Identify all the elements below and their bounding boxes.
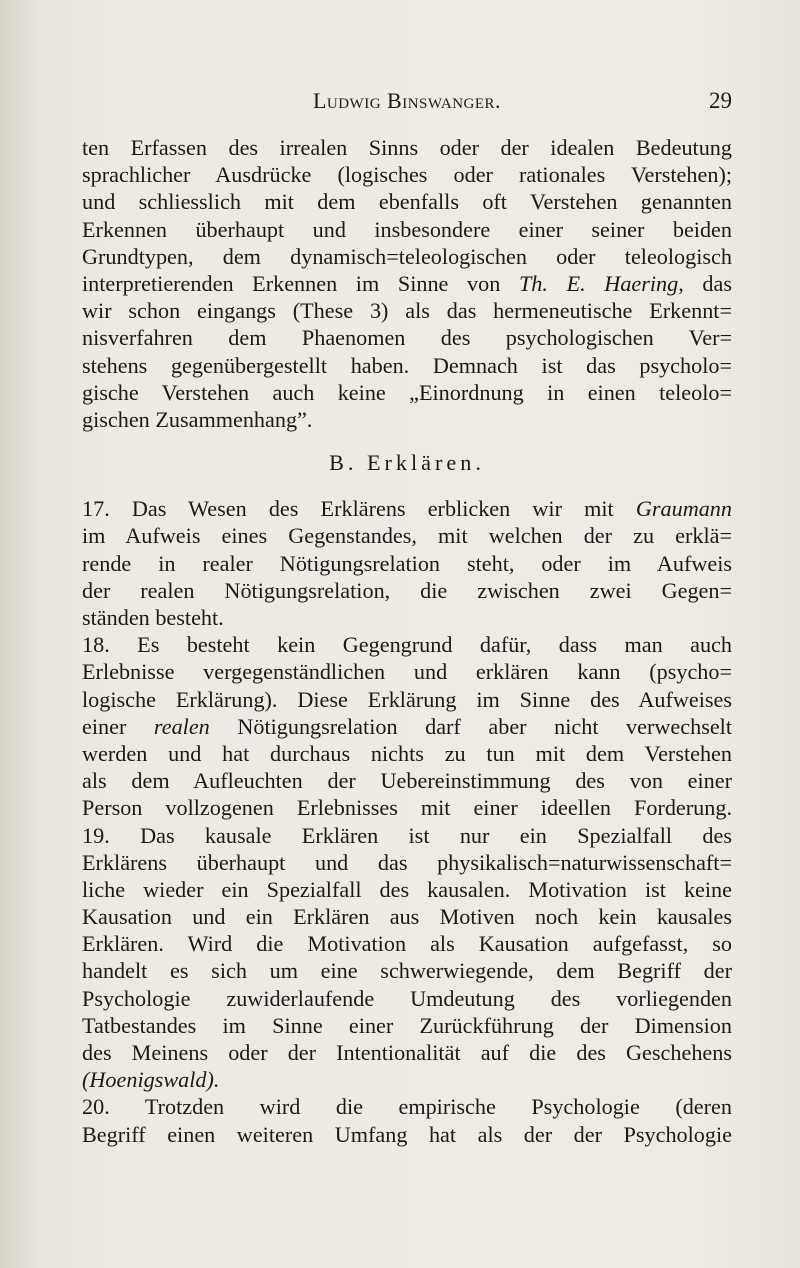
text-line [82, 270, 732, 297]
text-line: rende in realer Nötigungsrelation steht, oder im Aufweis [82, 550, 732, 576]
text-line: im Aufweis eines Gegenstandes, mit welchen der zu erklä= [82, 523, 732, 549]
section-heading: B. Erklären. [329, 450, 485, 476]
text-line: handelt es sich um eine schwerwiegende, dem Begriff der [82, 958, 732, 984]
text-line: als dem Aufleuchten der Uebereinstimmung des von einer [82, 768, 732, 794]
text-line: ten Erfassen des irrealen Sinns oder der idealen Bedeutung [82, 135, 732, 160]
text-line: Kausation und ein Erklären aus Motiven noch kein kausales [82, 904, 732, 930]
text-line: des Meinens oder der Intentionalität auf die des Geschehens [82, 1040, 732, 1065]
text-line: Erkennen überhaupt und insbesondere einer seiner beiden [82, 216, 732, 242]
text-run: interpretierenden Erkennen im Sinne von [82, 270, 519, 296]
cited-author-graumann: Graumann [635, 496, 732, 522]
text-line [82, 1066, 732, 1093]
text-line: ständen besteht. [82, 605, 224, 630]
text-line: 20. Trotzden wird die empirische Psychologie (deren [82, 1094, 732, 1120]
text-run: Nötigungsrelation darf aber nicht verwechselt [209, 713, 733, 739]
text-line: sprachlicher Ausdrücke (logisches oder rationales Verstehen); [82, 162, 732, 188]
text-line: gischen Zusammenhang”. [82, 406, 313, 432]
text-line: gische Verstehen auch keine „Einordnung in einen teleolo= [82, 379, 732, 405]
text-line: liche wieder ein Spezialfall des kausalen. Motivation ist keine [82, 876, 732, 902]
text-line: werden und hat durchaus nichts zu tun mit dem Verstehen [82, 740, 732, 766]
text-line: Erlebnisse vergegenständlichen und erklären kann (psycho= [82, 659, 732, 685]
running-head: Ludwig Binswanger. [312, 88, 502, 113]
text-line: Grundtypen, dem dynamisch=teleologischen oder teleologisch [82, 243, 732, 269]
text-line [82, 713, 732, 740]
text-line: Erklärens überhaupt und das physikalisch=naturwissenschaft= [82, 849, 732, 875]
text-line: Tatbestandes im Sinne einer Zurückführung der Dimension [82, 1012, 732, 1038]
text-line: wir schon eingangs (These 3) als das hermeneutische Erkennt= [82, 298, 732, 324]
text-line: logische Erklärung). Diese Erklärung im Sinne des Aufweises [82, 686, 732, 712]
text-line: Erklären. Wird die Motivation als Kausation aufgefasst, so [82, 931, 732, 957]
text-run: 17. Das Wesen des Erklärens erblicken wir mit [82, 496, 636, 522]
text-line: Psychologie zuwiderlaufende Umdeutung des vorliegenden [82, 985, 732, 1011]
text-run: das [683, 270, 733, 296]
emphasis-realen: realen [153, 713, 210, 739]
cited-author-haering: Th. E. Haering, [518, 270, 684, 296]
page-number: 29 [709, 88, 732, 113]
text-line: nisverfahren dem Phaenomen des psychologischen Ver= [82, 325, 732, 351]
text-line [82, 495, 732, 522]
text-run: einer [82, 713, 154, 739]
text-line: Begriff einen weiteren Umfang hat als der der Psychologie [82, 1121, 732, 1147]
cited-author-hoenigswald: (Hoenigswald). [82, 1067, 220, 1093]
text-line: stehens gegenübergestellt haben. Demnach ist das psycholo= [82, 352, 732, 378]
text-line: und schliesslich mit dem ebenfalls oft Verstehen genannten [82, 189, 732, 215]
text-line: der realen Nötigungsrelation, die zwischen zwei Gegen= [82, 577, 732, 603]
page-header [82, 88, 732, 118]
text-line: 18. Es besteht kein Gegengrund dafür, dass man auch [82, 632, 732, 658]
text-line: 19. Das kausale Erklären ist nur ein Spezialfall des [82, 822, 732, 848]
text-line: Person vollzogenen Erlebnisses mit einer ideellen Forderung. [82, 795, 732, 821]
body-text [82, 134, 732, 1148]
